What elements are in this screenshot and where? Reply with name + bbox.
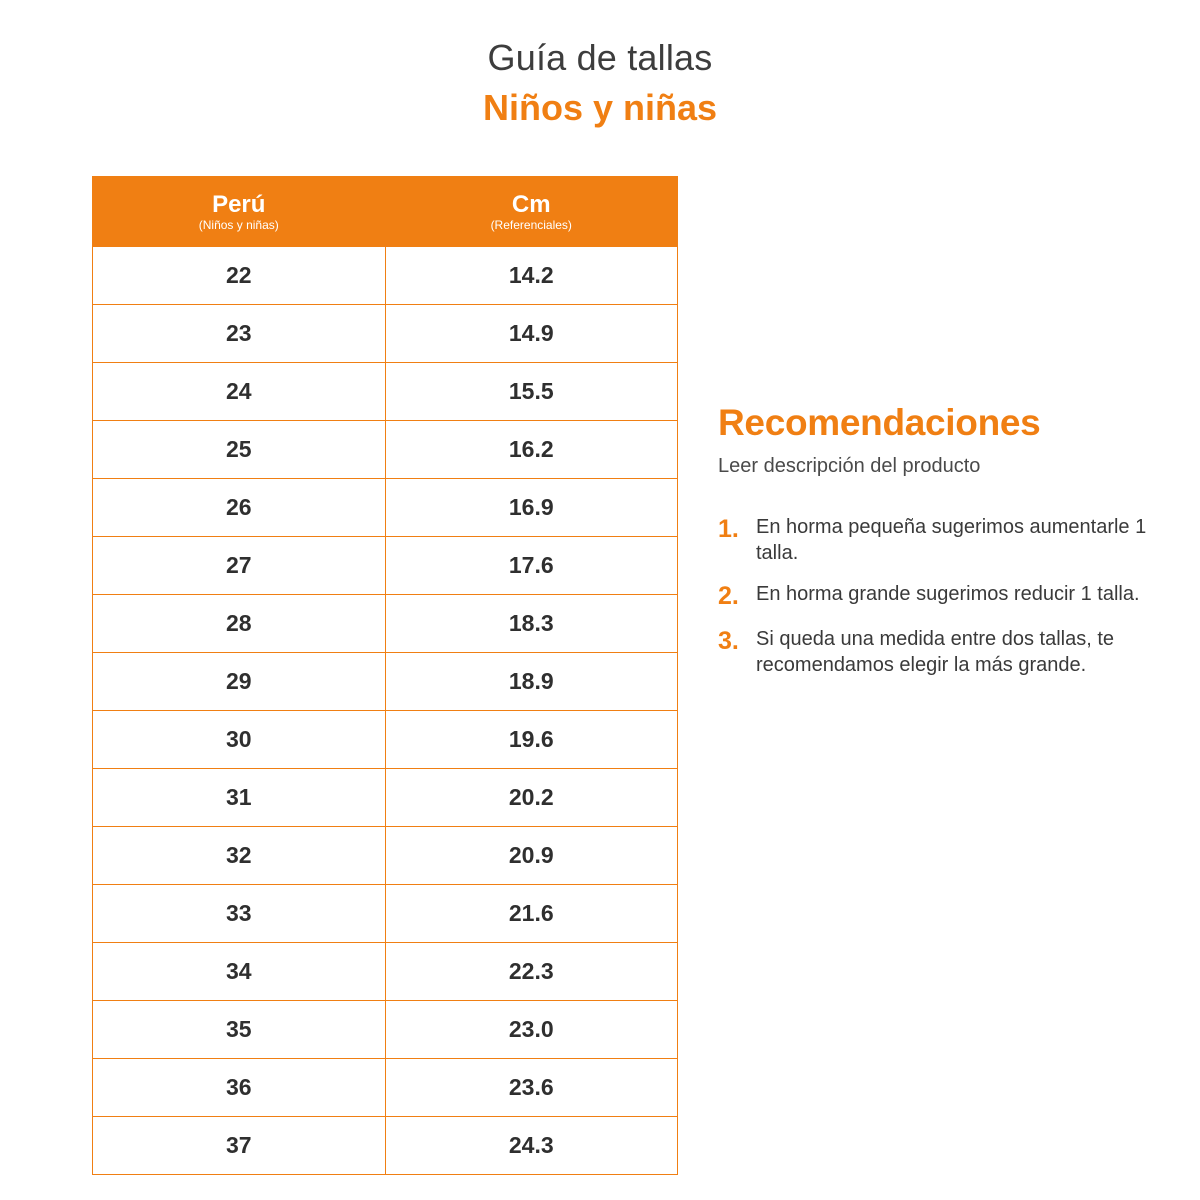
size-table-head	[93, 177, 678, 247]
table-row	[93, 769, 678, 827]
size-table-body	[93, 247, 678, 1175]
table-row	[93, 421, 678, 479]
table-row	[93, 479, 678, 537]
page-header	[0, 0, 1200, 127]
list-item-number: 2.	[718, 581, 739, 610]
column-header-cm-note: (Referenciales)	[490, 218, 572, 232]
cell-cm: 23.6	[385, 1059, 678, 1117]
column-header-peru-label: Perú	[212, 190, 266, 218]
table-row	[93, 943, 678, 1001]
cell-peru: 35	[93, 1001, 386, 1059]
cell-cm: 14.2	[385, 247, 678, 305]
list-item	[718, 581, 1164, 612]
cell-peru: 31	[93, 769, 386, 827]
recommendations-title: Recomendaciones	[718, 402, 1041, 443]
size-table-container	[92, 176, 678, 1175]
list-item-text: Si queda una medida entre dos tallas, te recomendamos elegir la más grande.	[756, 627, 1115, 677]
cell-peru: 26	[93, 479, 386, 537]
recommendations-subtitle: Leer descripción del producto	[718, 454, 981, 477]
cell-cm: 19.6	[385, 711, 678, 769]
list-item-text: En horma grande sugerimos reducir 1 talla.	[756, 582, 1140, 605]
cell-peru: 24	[93, 363, 386, 421]
cell-cm: 14.9	[385, 305, 678, 363]
cell-cm: 22.3	[385, 943, 678, 1001]
page-subtitle: Niños y niñas	[482, 86, 718, 128]
table-row	[93, 1117, 678, 1175]
cell-peru: 28	[93, 595, 386, 653]
cell-peru: 25	[93, 421, 386, 479]
cell-cm: 16.2	[385, 421, 678, 479]
cell-cm: 17.6	[385, 537, 678, 595]
table-header-row	[93, 177, 678, 247]
cell-peru: 32	[93, 827, 386, 885]
table-row	[93, 363, 678, 421]
column-header-cm	[385, 177, 678, 247]
cell-cm: 20.2	[385, 769, 678, 827]
page-title: Guía de tallas	[487, 37, 713, 78]
recommendations-list	[718, 514, 1164, 679]
size-table	[92, 176, 678, 1175]
table-row	[93, 537, 678, 595]
cell-cm: 18.3	[385, 595, 678, 653]
column-header-peru	[93, 177, 386, 247]
cell-peru: 22	[93, 247, 386, 305]
table-row	[93, 595, 678, 653]
recommendations-panel	[718, 404, 1164, 693]
cell-peru: 29	[93, 653, 386, 711]
table-row	[93, 653, 678, 711]
table-row	[93, 1001, 678, 1059]
table-row	[93, 305, 678, 363]
cell-cm: 16.9	[385, 479, 678, 537]
cell-cm: 24.3	[385, 1117, 678, 1175]
cell-peru: 34	[93, 943, 386, 1001]
cell-peru: 27	[93, 537, 386, 595]
list-item	[718, 514, 1164, 567]
cell-peru: 36	[93, 1059, 386, 1117]
table-row	[93, 1059, 678, 1117]
cell-cm: 23.0	[385, 1001, 678, 1059]
table-row	[93, 711, 678, 769]
cell-peru: 23	[93, 305, 386, 363]
table-row	[93, 247, 678, 305]
column-header-peru-note: (Niños y niñas)	[198, 218, 279, 232]
table-row	[93, 827, 678, 885]
column-header-cm-label: Cm	[511, 190, 551, 218]
list-item-number: 3.	[718, 626, 739, 655]
table-row	[93, 885, 678, 943]
cell-peru: 30	[93, 711, 386, 769]
list-item-text: En horma pequeña sugerimos aumentarle 1 talla.	[756, 515, 1147, 565]
cell-cm: 21.6	[385, 885, 678, 943]
list-item-number: 1.	[718, 514, 739, 543]
list-item	[718, 626, 1164, 679]
cell-cm: 18.9	[385, 653, 678, 711]
cell-peru: 33	[93, 885, 386, 943]
cell-peru: 37	[93, 1117, 386, 1175]
cell-cm: 20.9	[385, 827, 678, 885]
cell-cm: 15.5	[385, 363, 678, 421]
